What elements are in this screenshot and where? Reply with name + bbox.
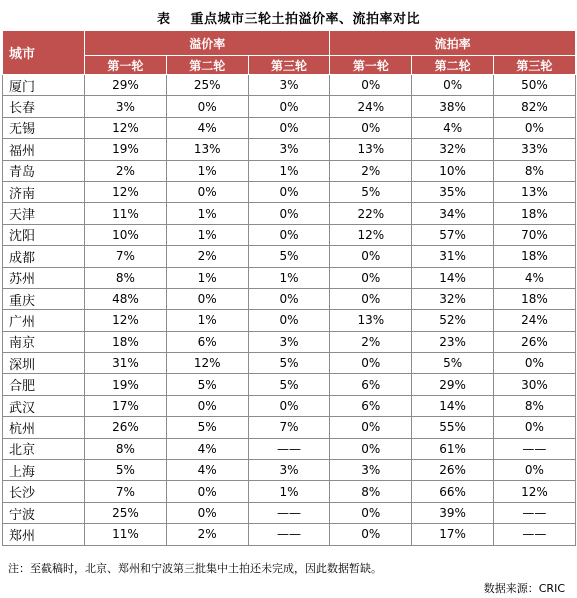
city-cell: 长沙 bbox=[3, 481, 85, 502]
city-cell: 深圳 bbox=[3, 353, 85, 374]
premium-rate-round-1-cell: 31% bbox=[85, 353, 167, 374]
failed-auction-rate-round-1-cell: 0% bbox=[330, 246, 412, 267]
failed-auction-rate-round-1-cell: 0% bbox=[330, 353, 412, 374]
premium-rate-round-3-cell: 5% bbox=[248, 353, 330, 374]
premium-rate-round-1-cell: 2% bbox=[85, 160, 167, 181]
premium-rate-round-3-cell: 1% bbox=[248, 481, 330, 502]
failed-auction-rate-group-header: 流拍率 bbox=[330, 31, 575, 56]
failed-auction-rate-round-2-cell: 23% bbox=[412, 331, 494, 352]
premium-rate-round-3-cell: —— bbox=[248, 502, 330, 523]
premium-rate-round-1-cell: 8% bbox=[85, 438, 167, 459]
failed-auction-rate-round-3-cell: 0% bbox=[494, 117, 576, 138]
city-cell: 北京 bbox=[3, 438, 85, 459]
premium-rate-round-3-cell: 0% bbox=[248, 96, 330, 117]
failed-auction-rate-round-1-cell: 6% bbox=[330, 374, 412, 395]
failed-round-3-header: 第三轮 bbox=[494, 56, 576, 75]
failed-auction-rate-round-2-cell: 32% bbox=[412, 139, 494, 160]
city-cell: 上海 bbox=[3, 460, 85, 481]
premium-rate-round-3-cell: 0% bbox=[248, 203, 330, 224]
table-title: 表 重点城市三轮土拍溢价率、流拍率对比 bbox=[156, 12, 421, 27]
header-row-rounds bbox=[3, 56, 576, 75]
table-row bbox=[3, 331, 576, 352]
premium-rate-round-3-cell: 5% bbox=[248, 374, 330, 395]
premium-rate-round-1-cell: 11% bbox=[85, 524, 167, 545]
table-row bbox=[3, 438, 576, 459]
city-cell: 成都 bbox=[3, 246, 85, 267]
table-row bbox=[3, 502, 576, 523]
city-cell: 杭州 bbox=[3, 417, 85, 438]
failed-auction-rate-round-1-cell: 2% bbox=[330, 160, 412, 181]
city-cell: 天津 bbox=[3, 203, 85, 224]
table-row bbox=[3, 288, 576, 309]
premium-rate-round-1-cell: 25% bbox=[85, 502, 167, 523]
premium-rate-round-1-cell: 8% bbox=[85, 267, 167, 288]
table-row bbox=[3, 395, 576, 416]
premium-rate-round-3-cell: 0% bbox=[248, 117, 330, 138]
failed-auction-rate-round-2-cell: 29% bbox=[412, 374, 494, 395]
comparison-table bbox=[2, 30, 576, 546]
failed-auction-rate-round-1-cell: 12% bbox=[330, 224, 412, 245]
premium-rate-round-2-cell: 13% bbox=[166, 139, 248, 160]
failed-auction-rate-round-1-cell: 0% bbox=[330, 75, 412, 96]
failed-auction-rate-round-3-cell: 12% bbox=[494, 481, 576, 502]
failed-auction-rate-round-1-cell: 3% bbox=[330, 460, 412, 481]
premium-rate-round-2-cell: 0% bbox=[166, 288, 248, 309]
premium-rate-round-2-cell: 1% bbox=[166, 310, 248, 331]
table-row bbox=[3, 310, 576, 331]
city-cell: 南京 bbox=[3, 331, 85, 352]
premium-round-1-header: 第一轮 bbox=[85, 56, 167, 75]
city-cell: 济南 bbox=[3, 181, 85, 202]
failed-auction-rate-round-3-cell: 0% bbox=[494, 417, 576, 438]
premium-rate-round-3-cell: 3% bbox=[248, 331, 330, 352]
premium-rate-round-3-cell: —— bbox=[248, 524, 330, 545]
table-row bbox=[3, 160, 576, 181]
failed-auction-rate-round-2-cell: 14% bbox=[412, 267, 494, 288]
premium-rate-round-1-cell: 29% bbox=[85, 75, 167, 96]
city-cell: 重庆 bbox=[3, 288, 85, 309]
premium-rate-round-2-cell: 12% bbox=[166, 353, 248, 374]
premium-rate-round-2-cell: 2% bbox=[166, 246, 248, 267]
failed-auction-rate-round-2-cell: 0% bbox=[412, 75, 494, 96]
failed-auction-rate-round-3-cell: —— bbox=[494, 524, 576, 545]
premium-rate-round-2-cell: 4% bbox=[166, 460, 248, 481]
table-row bbox=[3, 181, 576, 202]
failed-auction-rate-round-2-cell: 31% bbox=[412, 246, 494, 267]
premium-rate-round-2-cell: 0% bbox=[166, 481, 248, 502]
failed-auction-rate-round-3-cell: 18% bbox=[494, 288, 576, 309]
premium-rate-round-3-cell: 0% bbox=[248, 288, 330, 309]
table-row bbox=[3, 353, 576, 374]
failed-auction-rate-round-2-cell: 66% bbox=[412, 481, 494, 502]
failed-auction-rate-round-3-cell: 50% bbox=[494, 75, 576, 96]
premium-rate-round-1-cell: 12% bbox=[85, 117, 167, 138]
premium-rate-round-3-cell: 0% bbox=[248, 181, 330, 202]
table-body bbox=[3, 75, 576, 546]
failed-auction-rate-round-2-cell: 57% bbox=[412, 224, 494, 245]
premium-rate-round-2-cell: 6% bbox=[166, 331, 248, 352]
failed-round-1-header: 第一轮 bbox=[330, 56, 412, 75]
failed-auction-rate-round-3-cell: 4% bbox=[494, 267, 576, 288]
premium-rate-round-1-cell: 7% bbox=[85, 246, 167, 267]
failed-auction-rate-round-2-cell: 61% bbox=[412, 438, 494, 459]
city-cell: 厦门 bbox=[3, 75, 85, 96]
failed-auction-rate-round-2-cell: 5% bbox=[412, 353, 494, 374]
failed-auction-rate-round-1-cell: 0% bbox=[330, 267, 412, 288]
failed-auction-rate-round-1-cell: 22% bbox=[330, 203, 412, 224]
city-column-header: 城市 bbox=[3, 31, 85, 75]
failed-auction-rate-round-1-cell: 0% bbox=[330, 524, 412, 545]
failed-auction-rate-round-3-cell: 18% bbox=[494, 203, 576, 224]
failed-auction-rate-round-1-cell: 6% bbox=[330, 395, 412, 416]
premium-rate-round-1-cell: 5% bbox=[85, 460, 167, 481]
city-cell: 长春 bbox=[3, 96, 85, 117]
premium-rate-round-2-cell: 0% bbox=[166, 502, 248, 523]
premium-round-2-header: 第二轮 bbox=[166, 56, 248, 75]
failed-auction-rate-round-2-cell: 34% bbox=[412, 203, 494, 224]
premium-rate-round-2-cell: 0% bbox=[166, 181, 248, 202]
premium-rate-round-2-cell: 5% bbox=[166, 374, 248, 395]
premium-rate-round-3-cell: 3% bbox=[248, 460, 330, 481]
table-row bbox=[3, 224, 576, 245]
premium-rate-round-2-cell: 0% bbox=[166, 96, 248, 117]
premium-rate-round-3-cell: 1% bbox=[248, 267, 330, 288]
premium-rate-round-1-cell: 11% bbox=[85, 203, 167, 224]
table-row bbox=[3, 139, 576, 160]
premium-rate-group-header: 溢价率 bbox=[85, 31, 330, 56]
premium-rate-round-2-cell: 5% bbox=[166, 417, 248, 438]
city-cell: 武汉 bbox=[3, 395, 85, 416]
failed-auction-rate-round-1-cell: 13% bbox=[330, 139, 412, 160]
premium-round-3-header: 第三轮 bbox=[248, 56, 330, 75]
failed-auction-rate-round-3-cell: 18% bbox=[494, 246, 576, 267]
failed-auction-rate-round-1-cell: 2% bbox=[330, 331, 412, 352]
failed-auction-rate-round-3-cell: 0% bbox=[494, 460, 576, 481]
premium-rate-round-1-cell: 7% bbox=[85, 481, 167, 502]
city-cell: 福州 bbox=[3, 139, 85, 160]
failed-auction-rate-round-3-cell: 30% bbox=[494, 374, 576, 395]
premium-rate-round-2-cell: 1% bbox=[166, 203, 248, 224]
premium-rate-round-1-cell: 10% bbox=[85, 224, 167, 245]
failed-auction-rate-round-2-cell: 39% bbox=[412, 502, 494, 523]
city-cell: 无锡 bbox=[3, 117, 85, 138]
premium-rate-round-1-cell: 48% bbox=[85, 288, 167, 309]
table-row bbox=[3, 417, 576, 438]
premium-rate-round-3-cell: 3% bbox=[248, 139, 330, 160]
failed-auction-rate-round-1-cell: 0% bbox=[330, 417, 412, 438]
city-cell: 青岛 bbox=[3, 160, 85, 181]
premium-rate-round-1-cell: 19% bbox=[85, 374, 167, 395]
city-cell: 广州 bbox=[3, 310, 85, 331]
failed-auction-rate-round-1-cell: 8% bbox=[330, 481, 412, 502]
failed-auction-rate-round-1-cell: 0% bbox=[330, 438, 412, 459]
city-cell: 沈阳 bbox=[3, 224, 85, 245]
table-row bbox=[3, 481, 576, 502]
footnote: 注：至截稿时，北京、郑州和宁波第三批集中土拍还未完成，因此数据暂缺。 bbox=[8, 562, 382, 575]
failed-auction-rate-round-2-cell: 55% bbox=[412, 417, 494, 438]
premium-rate-round-2-cell: 4% bbox=[166, 438, 248, 459]
failed-auction-rate-round-3-cell: 13% bbox=[494, 181, 576, 202]
city-cell: 郑州 bbox=[3, 524, 85, 545]
premium-rate-round-1-cell: 17% bbox=[85, 395, 167, 416]
city-cell: 苏州 bbox=[3, 267, 85, 288]
premium-rate-round-1-cell: 12% bbox=[85, 310, 167, 331]
premium-rate-round-3-cell: 3% bbox=[248, 75, 330, 96]
premium-rate-round-2-cell: 1% bbox=[166, 160, 248, 181]
premium-rate-round-1-cell: 12% bbox=[85, 181, 167, 202]
table-row bbox=[3, 203, 576, 224]
table-row bbox=[3, 96, 576, 117]
failed-auction-rate-round-2-cell: 17% bbox=[412, 524, 494, 545]
city-cell: 合肥 bbox=[3, 374, 85, 395]
premium-rate-round-1-cell: 18% bbox=[85, 331, 167, 352]
table-row bbox=[3, 460, 576, 481]
premium-rate-round-2-cell: 25% bbox=[166, 75, 248, 96]
failed-auction-rate-round-2-cell: 35% bbox=[412, 181, 494, 202]
failed-auction-rate-round-3-cell: 26% bbox=[494, 331, 576, 352]
data-source: 数据来源：CRIC bbox=[483, 582, 565, 595]
failed-auction-rate-round-2-cell: 52% bbox=[412, 310, 494, 331]
table-row bbox=[3, 267, 576, 288]
table-row bbox=[3, 75, 576, 96]
premium-rate-round-2-cell: 2% bbox=[166, 524, 248, 545]
table-row bbox=[3, 524, 576, 545]
failed-round-2-header: 第二轮 bbox=[412, 56, 494, 75]
premium-rate-round-2-cell: 1% bbox=[166, 224, 248, 245]
premium-rate-round-3-cell: —— bbox=[248, 438, 330, 459]
city-cell: 宁波 bbox=[3, 502, 85, 523]
table-row bbox=[3, 117, 576, 138]
failed-auction-rate-round-3-cell: 82% bbox=[494, 96, 576, 117]
premium-rate-round-3-cell: 7% bbox=[248, 417, 330, 438]
table-row bbox=[3, 374, 576, 395]
premium-rate-round-1-cell: 26% bbox=[85, 417, 167, 438]
failed-auction-rate-round-2-cell: 14% bbox=[412, 395, 494, 416]
premium-rate-round-3-cell: 5% bbox=[248, 246, 330, 267]
failed-auction-rate-round-2-cell: 10% bbox=[412, 160, 494, 181]
failed-auction-rate-round-3-cell: 8% bbox=[494, 395, 576, 416]
failed-auction-rate-round-2-cell: 4% bbox=[412, 117, 494, 138]
failed-auction-rate-round-3-cell: —— bbox=[494, 502, 576, 523]
header-row-groups bbox=[3, 31, 576, 56]
failed-auction-rate-round-1-cell: 24% bbox=[330, 96, 412, 117]
failed-auction-rate-round-3-cell: —— bbox=[494, 438, 576, 459]
premium-rate-round-3-cell: 1% bbox=[248, 160, 330, 181]
premium-rate-round-1-cell: 3% bbox=[85, 96, 167, 117]
premium-rate-round-2-cell: 0% bbox=[166, 395, 248, 416]
failed-auction-rate-round-2-cell: 32% bbox=[412, 288, 494, 309]
failed-auction-rate-round-3-cell: 0% bbox=[494, 353, 576, 374]
failed-auction-rate-round-1-cell: 0% bbox=[330, 288, 412, 309]
premium-rate-round-3-cell: 0% bbox=[248, 395, 330, 416]
failed-auction-rate-round-3-cell: 24% bbox=[494, 310, 576, 331]
failed-auction-rate-round-1-cell: 13% bbox=[330, 310, 412, 331]
failed-auction-rate-round-1-cell: 0% bbox=[330, 117, 412, 138]
table-row bbox=[3, 246, 576, 267]
premium-rate-round-2-cell: 4% bbox=[166, 117, 248, 138]
premium-rate-round-3-cell: 0% bbox=[248, 310, 330, 331]
failed-auction-rate-round-3-cell: 8% bbox=[494, 160, 576, 181]
table-header bbox=[3, 31, 576, 75]
failed-auction-rate-round-1-cell: 5% bbox=[330, 181, 412, 202]
failed-auction-rate-round-3-cell: 70% bbox=[494, 224, 576, 245]
failed-auction-rate-round-2-cell: 38% bbox=[412, 96, 494, 117]
failed-auction-rate-round-2-cell: 26% bbox=[412, 460, 494, 481]
premium-rate-round-1-cell: 19% bbox=[85, 139, 167, 160]
premium-rate-round-2-cell: 1% bbox=[166, 267, 248, 288]
premium-rate-round-3-cell: 0% bbox=[248, 224, 330, 245]
failed-auction-rate-round-1-cell: 0% bbox=[330, 502, 412, 523]
failed-auction-rate-round-3-cell: 33% bbox=[494, 139, 576, 160]
